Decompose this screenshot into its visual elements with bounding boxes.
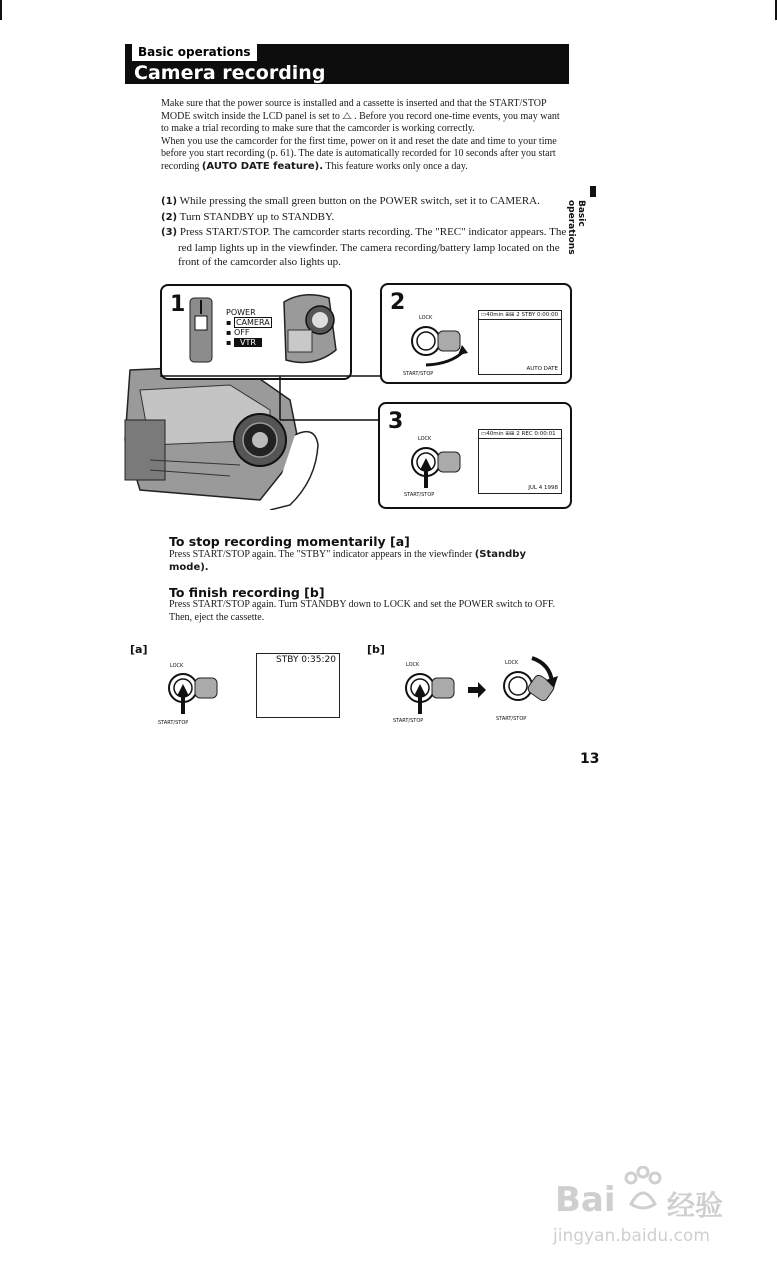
arrow-right-icon [466,680,488,700]
step-3-number: (3) [161,227,178,238]
intro-p2-bold: (AUTO DATE feature). [201,160,324,172]
intro-p2-end: This feature works only once a day. [323,160,468,172]
dial-b1-startstop-label: START/STOP [393,718,424,724]
viewfinder-display [478,429,562,494]
paw-icon [621,1166,665,1216]
intro-p2-text: When you use the camcorder for the first time, power on it and reset the date and time to your time before you start recording (p. 61). The date is automatically recorded for 10 seconds after you start recording [161,135,557,172]
baidu-watermark [553,1166,733,1256]
step-2 [161,210,571,226]
stop-momentarily-text [169,549,564,574]
step-2-text: Turn STANDBY up to STANDBY. [179,210,335,223]
step-3-box-number: 3 [388,409,404,434]
step-1-box-number: 1 [170,292,186,317]
viewfinder-status: ▭40min ⊞⊞ 2 REC 0:00:01 [479,430,561,439]
label-b: [b] [367,643,385,656]
dial-b2-lock-label: LOCK [505,660,519,666]
page-number: 13 [580,751,600,767]
viewfinder-auto-date: AUTO DATE [526,366,558,372]
connector-lines [130,330,390,430]
viewfinder-display [478,310,562,375]
stby-viewfinder [256,653,340,718]
label-a: [a] [130,643,148,656]
dial-b1-icon [392,658,462,718]
dial-a-lock-label: LOCK [170,663,184,669]
startstop-label: START/STOP [404,492,435,498]
side-tab-marker [590,186,596,197]
dial-b2-icon [492,654,562,716]
stop-momentarily-body: Press START/STOP again. The "STBY" indicator appears in the viewfinder [169,549,473,560]
power-option-vtr: ▪ VTR [226,338,272,348]
startstop-label: START/STOP [403,371,434,377]
viewfinder-date: JUL 4 1998 [528,485,558,491]
step-2-number: (2) [161,211,178,223]
intro-paragraph-1: Make sure that the power source is installed and a cassette is inserted and that the START/STOP MODE switch inside the LCD panel is set to ⧍ . Before you record one-time events, you may want to make a trial recording to make sure that the camcorder is working correctly. [161,98,560,134]
dial-a-startstop-label: START/STOP [158,720,189,726]
power-option-camera: ▪ CAMERA [226,318,270,327]
intro-paragraph-2 [161,136,565,174]
steps-list [161,194,571,270]
dial-b2-startstop-label: START/STOP [496,716,527,722]
step-3-text: Press START/STOP. The camcorder starts recording. The "REC" indicator appears. The red lamp lights up in the viewfinder. The camera recording/battery lamp located on the front of the camcorder also lights up. [178,226,567,268]
viewfinder-status: ▭40min ⊞⊞ 2 STBY 0:00:00 [479,311,561,320]
stop-momentarily-heading: To stop recording momentarily [a] [169,534,410,549]
step-1-number: (1) [161,196,178,207]
page-edge-left [0,0,2,20]
step-2-box [380,283,572,384]
lock-label: LOCK [418,436,432,442]
step-1 [161,194,571,210]
lock-label: LOCK [419,315,433,321]
watermark-brand: Bai [555,1180,616,1220]
power-option-off: ▪ OFF [226,328,250,337]
standby-mode-label: (Standby mode). [169,549,526,573]
section-label: Basic operations [132,44,257,61]
step-3-box [378,402,572,509]
step-1-text: While pressing the small green button on the POWER switch, set it to CAMERA. [179,195,540,207]
dial-a-icon [155,660,225,720]
intro-block [161,98,565,173]
start-stop-dial-icon [394,432,474,494]
watermark-brand-cn: 经验 [667,1189,724,1222]
side-tab-label: Basic operations [566,200,586,255]
standby-dial-icon [396,309,476,375]
dial-b1-lock-label: LOCK [406,662,420,668]
step-2-box-number: 2 [390,290,406,315]
stby-counter: STBY 0:35:20 [276,655,336,665]
watermark-url: jingyan.baidu.com [553,1226,710,1246]
finish-recording-text: Press START/STOP again. Turn STANDBY down to LOCK and set the POWER switch to OFF. Then, eject the cassette. [169,599,556,623]
power-label: POWER [226,308,256,317]
step-3 [161,225,571,270]
finish-recording-heading: To finish recording [b] [169,585,325,600]
page-title: Camera recording [134,62,326,84]
